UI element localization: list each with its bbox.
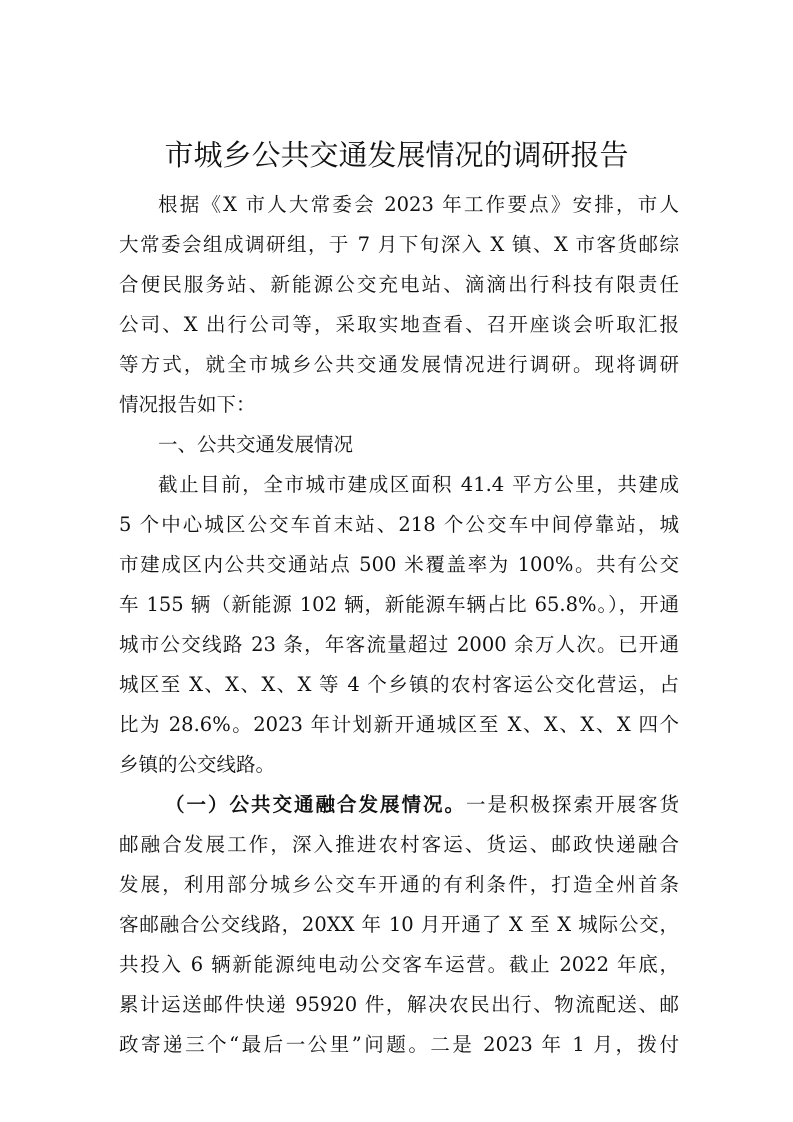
intro-line-1: 根据《X 市人大常委会 2023 年工作要点》安排，市人 <box>158 193 679 216</box>
section1-line-8: 乡镇的公交线路。 <box>119 753 276 776</box>
subsection1-line-1-text: 一是积极探索开展客货 <box>465 793 679 816</box>
section1-line-3: 市建成区内公共交通站点 500 米覆盖率为 100%。共有公交 <box>119 553 679 576</box>
subsection1-line-4: 客邮融合公交线路，20XX 年 10 月开通了 X 至 X 城际公交， <box>119 913 679 936</box>
subsection-heading: （一）公共交通融合发展情况。 <box>165 793 466 816</box>
section1-line-6: 城区至 X、X、X、X 等 4 个乡镇的农村客运公交化营运，占 <box>119 673 679 696</box>
subsection1-line-5: 共投入 6 辆新能源纯电动公交客车运营。截止 2022 年底， <box>119 953 679 976</box>
subsection1-line-1 <box>165 786 679 824</box>
subsection1-line-7: 政寄递三个“最后一公里”问题。二是 2023 年 1 月，拨付 <box>119 1033 679 1056</box>
intro-line-2: 大常委会组成调研组，于 7 月下旬深入 X 镇、X 市客货邮综 <box>119 233 679 256</box>
section-heading: 一、公共交通发展情况 <box>158 433 354 456</box>
intro-line-3: 合便民服务站、新能源公交充电站、滴滴出行科技有限责任 <box>119 273 679 296</box>
intro-line-5: 等方式，就全市城乡公共交通发展情况进行调研。现将调研 <box>119 353 679 376</box>
subsection1-line-6: 累计运送邮件快递 95920 件，解决农民出行、物流配送、邮 <box>119 993 679 1016</box>
section1-line-1: 截止目前，全市城市建成区面积 41.4 平方公里，共建成 <box>158 473 679 496</box>
intro-line-4: 公司、X 出行公司等，采取实地查看、召开座谈会听取汇报 <box>119 313 679 336</box>
intro-line-6: 情况报告如下： <box>119 393 256 416</box>
section1-line-2: 5 个中心城区公交车首末站、218 个公交车中间停靠站，城 <box>119 513 679 536</box>
section1-line-7: 比为 28.6%。2023 年计划新开通城区至 X、X、X、X 四个 <box>119 713 679 736</box>
section1-line-4: 车 155 辆（新能源 102 辆，新能源车辆占比 65.8%。），开通 <box>119 593 679 616</box>
document-title: 市城乡公共交通发展情况的调研报告 <box>164 138 629 172</box>
section1-line-5: 城市公交线路 23 条，年客流量超过 2000 余万人次。已开通 <box>119 633 679 656</box>
subsection1-line-2: 邮融合发展工作，深入推进农村客运、货运、邮政快递融合 <box>119 833 679 856</box>
subsection1-line-3: 发展，利用部分城乡公交车开通的有利条件，打造全州首条 <box>119 873 679 896</box>
